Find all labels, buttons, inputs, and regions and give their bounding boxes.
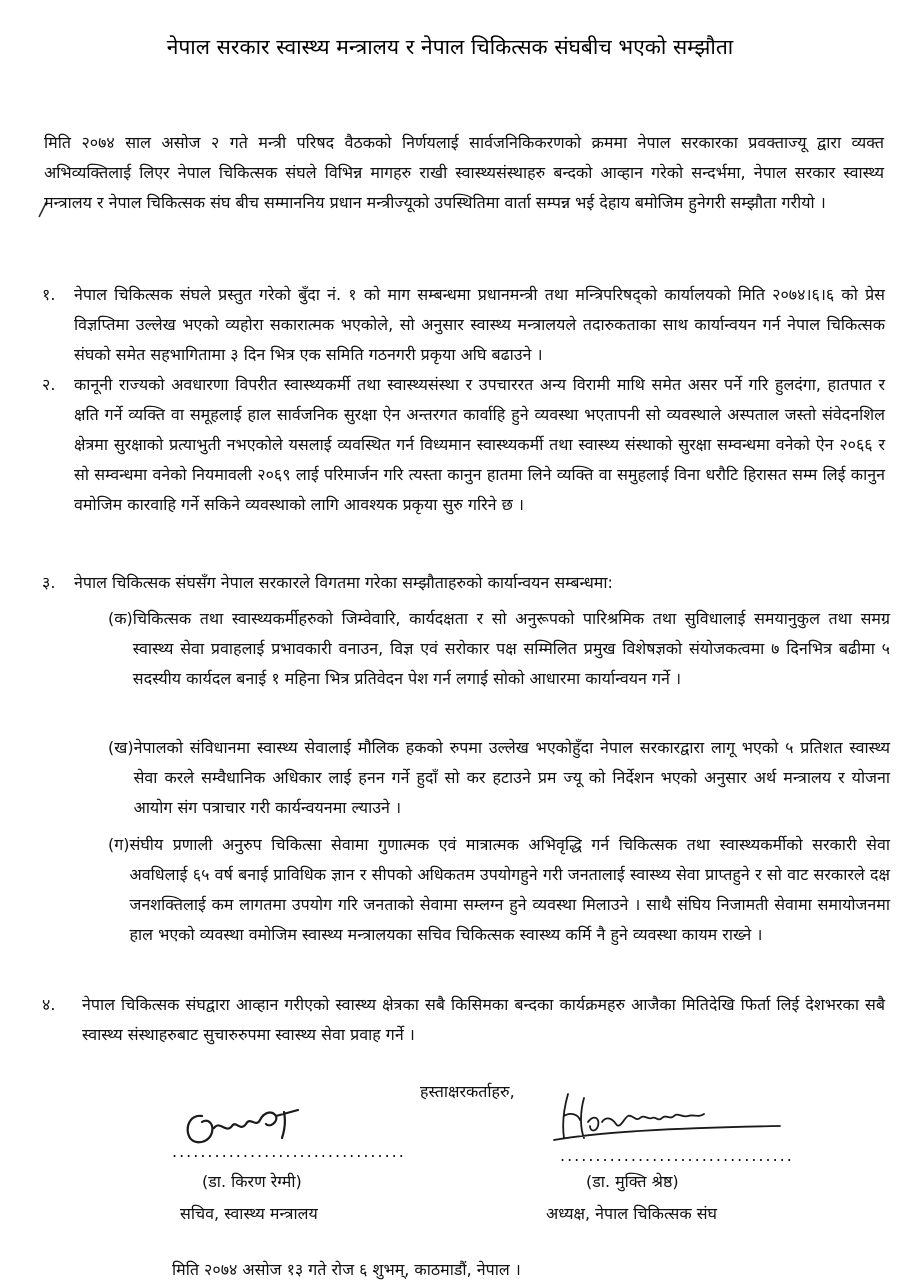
signers-heading: हस्ताक्षरकर्ताहरु,	[420, 1082, 515, 1101]
subitem-text: नेपालको संविधानमा स्वास्थ्य सेवालाई मौलिक हकको रुपमा उल्लेख भएकोहुँदा नेपाल सरकारद्वारा लागू भएको ५ प्रतिशत स्वास्थ्य सेवा करले सम्वैधानिक अधिकार लाई हनन गर्ने हुदाँ सो कर हटाउने प्रम ज्यू को निर्देशन भएको अनुसार अर्थ मन्त्रालय र योजना आयोग संग पत्राचार गरी कार्यन्वयनमा ल्याउने ।	[133, 738, 890, 817]
item-number: १.	[42, 285, 56, 304]
item-text: नेपाल चिकित्सक संघले प्रस्तुत गरेको बुँदा नं. १ को माग सम्बन्धमा प्रधानमन्त्री तथा मन्त्रिपरिषद्को कार्यालयको मिति २०७४।६।६ को प्रेस विज्ञप्तिमा उल्लेख भएको व्यहोरा सकारात्मक भएकोले, सो अनुसार स्वास्थ्य मन्त्रालयले तदारुकताका साथ कार्यान्वयन गर्न नेपाल चिकित्सक संघको समेत सहभागितामा ३ दिन भित्र एक समिति गठनगरी प्रकृया अघि बढाउने ।	[74, 285, 885, 364]
item-number: ३.	[42, 573, 56, 592]
subitem-ka	[108, 604, 890, 694]
agreement-date: मिति २०७४ असोज १३ गते रोज ६ शुभम्, काठमाडौं, नेपाल ।	[172, 1260, 521, 1279]
subitem-label: (ख)	[108, 738, 134, 757]
intro-paragraph: मिति २०७४ साल असोज २ गते मन्त्री परिषद वैठकको निर्णयलाई सार्वजनिकिकरणको क्रममा नेपाल सरकारका प्रवक्ताज्यू द्वारा व्यक्त अभिव्यक्तिलाई लिएर नेपाल चिकित्सक संघले विभिन्न मागहरु राखी स्वास्थ्यसंस्थाहरु बन्दको आव्हान गरेको सन्दर्भमा, नेपाल सरकार स्वास्थ्य मन्त्रालय र नेपाल चिकित्सक संघ बीच सम्माननिय प्रधान मन्त्रीज्यूको उपस्थितिमा वार्ता सम्पन्न भई देहाय बमोजिम हुनेगरी सम्झौता गरीयो ।	[44, 133, 884, 212]
item-number: ४.	[42, 995, 56, 1014]
list-item-2	[42, 370, 885, 520]
signature-2-image	[540, 1088, 800, 1152]
item-text: कानूनी राज्यको अवधारणा विपरीत स्वास्थ्यकर्मी तथा स्वास्थ्यसंस्था र उपचाररत अन्य विरामी माथि समेत असर पर्ने गरि हुलदंगा, हातपात र क्षति गर्ने व्यक्ति वा समूहलाई हाल सार्वजनिक सुरक्षा ऐन अन्तरगत कार्वाहि हुने व्यवस्था भएतापनी सो व्यवस्थाले अस्पताल जस्तो संवेदनशिल क्षेत्रमा सुरक्षाको प्रत्याभुती नभएकोले यसलाई व्यवस्थित गर्न विध्यमान स्वास्थ्यकर्मी तथा स्वास्थ्य संस्थाको सुरक्षा सम्वन्धमा वनेको ऐन २०६६ र सो सम्वन्धमा वनेको नियमावली २०६९ लाई परिमार्जन गरि त्यस्ता कानुन हातमा लिने व्यक्ति वा समुहलाई विना धरौटि हिरासत सम्म लिई कानुन वमोजिम कारवाहि गर्ने सकिने व्यवस्थाको लागि आवश्यक प्रकृया सुरु गरिने छ ।	[74, 375, 885, 514]
list-item-4	[42, 990, 885, 1050]
subitem-label: (ग)	[108, 835, 130, 854]
document-title: नेपाल सरकार स्वास्थ्य मन्त्रालय र नेपाल चिकित्सक संघबीच भएको सम्झौता	[166, 35, 734, 59]
signer-2-post: अध्यक्ष, नेपाल चिकित्सक संघ	[546, 1204, 717, 1223]
signer-2-name: (डा. मुक्ति श्रेष्ठ)	[586, 1172, 679, 1191]
item-number: २.	[42, 375, 56, 394]
list-item-3	[42, 568, 885, 598]
item-text: नेपाल चिकित्सक संघद्वारा आव्हान गरीएको स्वास्थ्य क्षेत्रका सबै किसिमका बन्दका कार्यक्रमहरु आजैका मितिदेखि फिर्ता लिई देशभरका सबै स्वास्थ्य संस्थाहरुबाट सुचारुरुपमा स्वास्थ्य सेवा प्रवाह गर्ने ।	[82, 995, 885, 1044]
subitem-kha	[108, 733, 890, 823]
subitem-label: (क)	[108, 609, 133, 628]
subitem-text: चिकित्सक तथा स्वास्थ्यकर्मीहरुको जिम्वेवारि, कार्यदक्षता र सो अनुरूपको पारिश्रमिक तथा सुविधालाई समयानुकुल तथा समग्र स्वास्थ्य सेवा प्रवाहलाई प्रभावकारी वनाउन, विज्ञ एवं सरोकार पक्ष सम्मिलित प्रमुख विशेषज्ञको संयोजकत्वमा ७ दिनभित्र बढीमा ५ सदस्यीय कार्यदल बनाई १ महिना भित्र प्रतिवेदन पेश गर्न लगाई सोको आधारमा कार्यान्वयन गर्ने ।	[132, 609, 890, 688]
signature-1-line: .................................	[172, 1142, 406, 1161]
signer-1-post: सचिव, स्वास्थ्य मन्त्रालय	[180, 1204, 318, 1223]
list-item-1	[42, 280, 885, 370]
signature-2-line: .................................	[560, 1146, 794, 1165]
item-text: नेपाल चिकित्सक संघसँग नेपाल सरकारले विगतमा गरेका सम्झौताहरुको कार्यान्वयन सम्बन्धमा:	[74, 573, 613, 592]
subitem-ga	[108, 830, 890, 950]
signer-1-name: (डा. किरण रेग्मी)	[202, 1172, 302, 1191]
subitem-text: संघीय प्रणाली अनुरुप चिकित्सा सेवामा गुणात्मक एवं मात्रात्मक अभिवृद्धि गर्न चिकित्सक तथा स्वास्थ्यकर्मीको सरकारी सेवा अवधिलाई ६५ वर्ष बनाई प्राविधिक ज्ञान र सीपको अधिकतम उपयोगहुने गरी जनतालाई स्वास्थ्य सेवा प्राप्तहुने र सो वाट सरकारले दक्ष जनशक्तिलाई कम लागतमा उपयोग गरि जनताको सेवामा सम्लग्न हुने व्यवस्था मिलाउने । साथै संघिय निजामती सेवामा समायोजनमा हाल भएको व्यवस्था वमोजिम स्वास्थ्य मन्त्रालयका सचिव चिकित्सक स्वास्थ्य कर्मि नै हुने व्यवस्था कायम राख्ने ।	[129, 835, 890, 944]
